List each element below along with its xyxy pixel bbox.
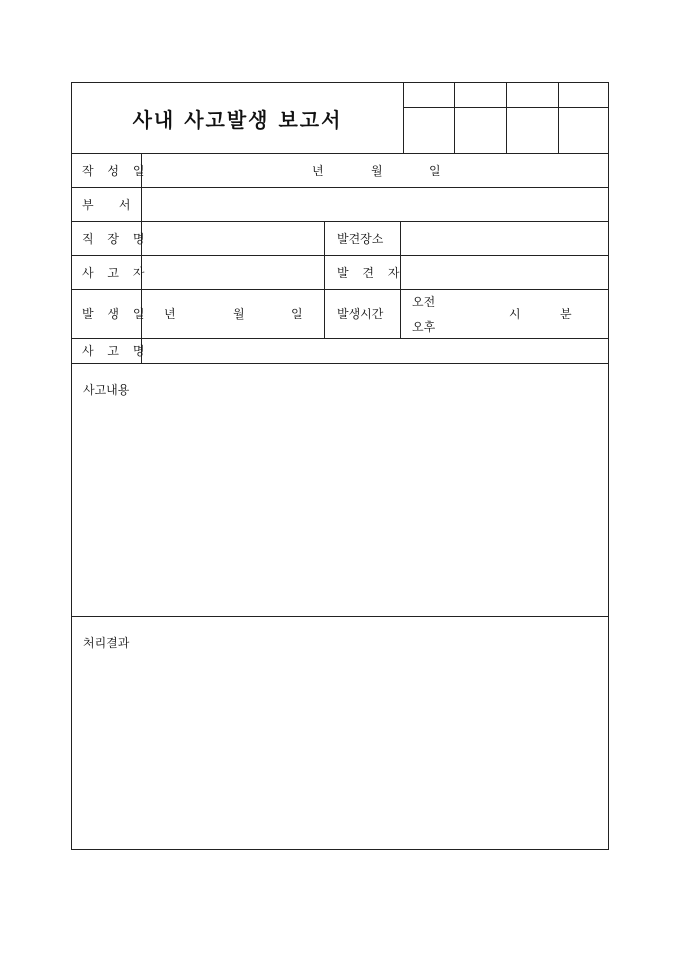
pm-label: 오후 xyxy=(412,320,436,334)
write-date-month-unit: 월 xyxy=(371,164,383,178)
row-divider xyxy=(72,255,609,256)
victim-label: 사 고 자 xyxy=(82,266,150,280)
label-column-divider xyxy=(141,153,142,363)
approval-box-divider xyxy=(403,107,609,108)
row-divider xyxy=(72,616,609,617)
form-title: 사내 사고발생 보고서 xyxy=(132,107,343,132)
row-divider xyxy=(72,289,609,290)
row-divider xyxy=(72,363,609,364)
row-divider xyxy=(72,221,609,222)
approval-box-divider xyxy=(558,83,559,153)
hour-unit: 시 xyxy=(509,307,521,321)
occurrence-year-unit: 년 xyxy=(164,307,176,321)
found-place-label: 발견장소 xyxy=(337,232,384,246)
write-date-label: 작 성 일 xyxy=(82,164,150,178)
occurrence-time-label: 발생시간 xyxy=(337,307,384,321)
accident-report-form xyxy=(71,82,609,850)
row-divider xyxy=(72,338,609,339)
approval-box-divider xyxy=(454,83,455,153)
minute-unit: 분 xyxy=(560,307,572,321)
department-label: 부 서 xyxy=(82,198,133,212)
row-divider xyxy=(72,187,609,188)
finder-label: 발 견 자 xyxy=(337,266,405,280)
occurrence-month-unit: 월 xyxy=(233,307,245,321)
write-date-year-unit: 년 xyxy=(312,164,324,178)
workplace-label: 직 장 명 xyxy=(82,232,150,246)
column-divider xyxy=(324,221,325,338)
write-date-day-unit: 일 xyxy=(429,164,441,178)
accident-details-label: 사고내용 xyxy=(83,383,130,397)
row-divider xyxy=(72,153,609,154)
occurrence-day-unit: 일 xyxy=(291,307,303,321)
am-label: 오전 xyxy=(412,295,436,309)
approval-box-divider xyxy=(403,83,404,153)
approval-box-divider xyxy=(506,83,507,153)
processing-result-label: 처리결과 xyxy=(83,636,130,650)
accident-name-label: 사 고 명 xyxy=(82,344,150,358)
occurrence-date-label: 발 생 일 xyxy=(82,307,150,321)
